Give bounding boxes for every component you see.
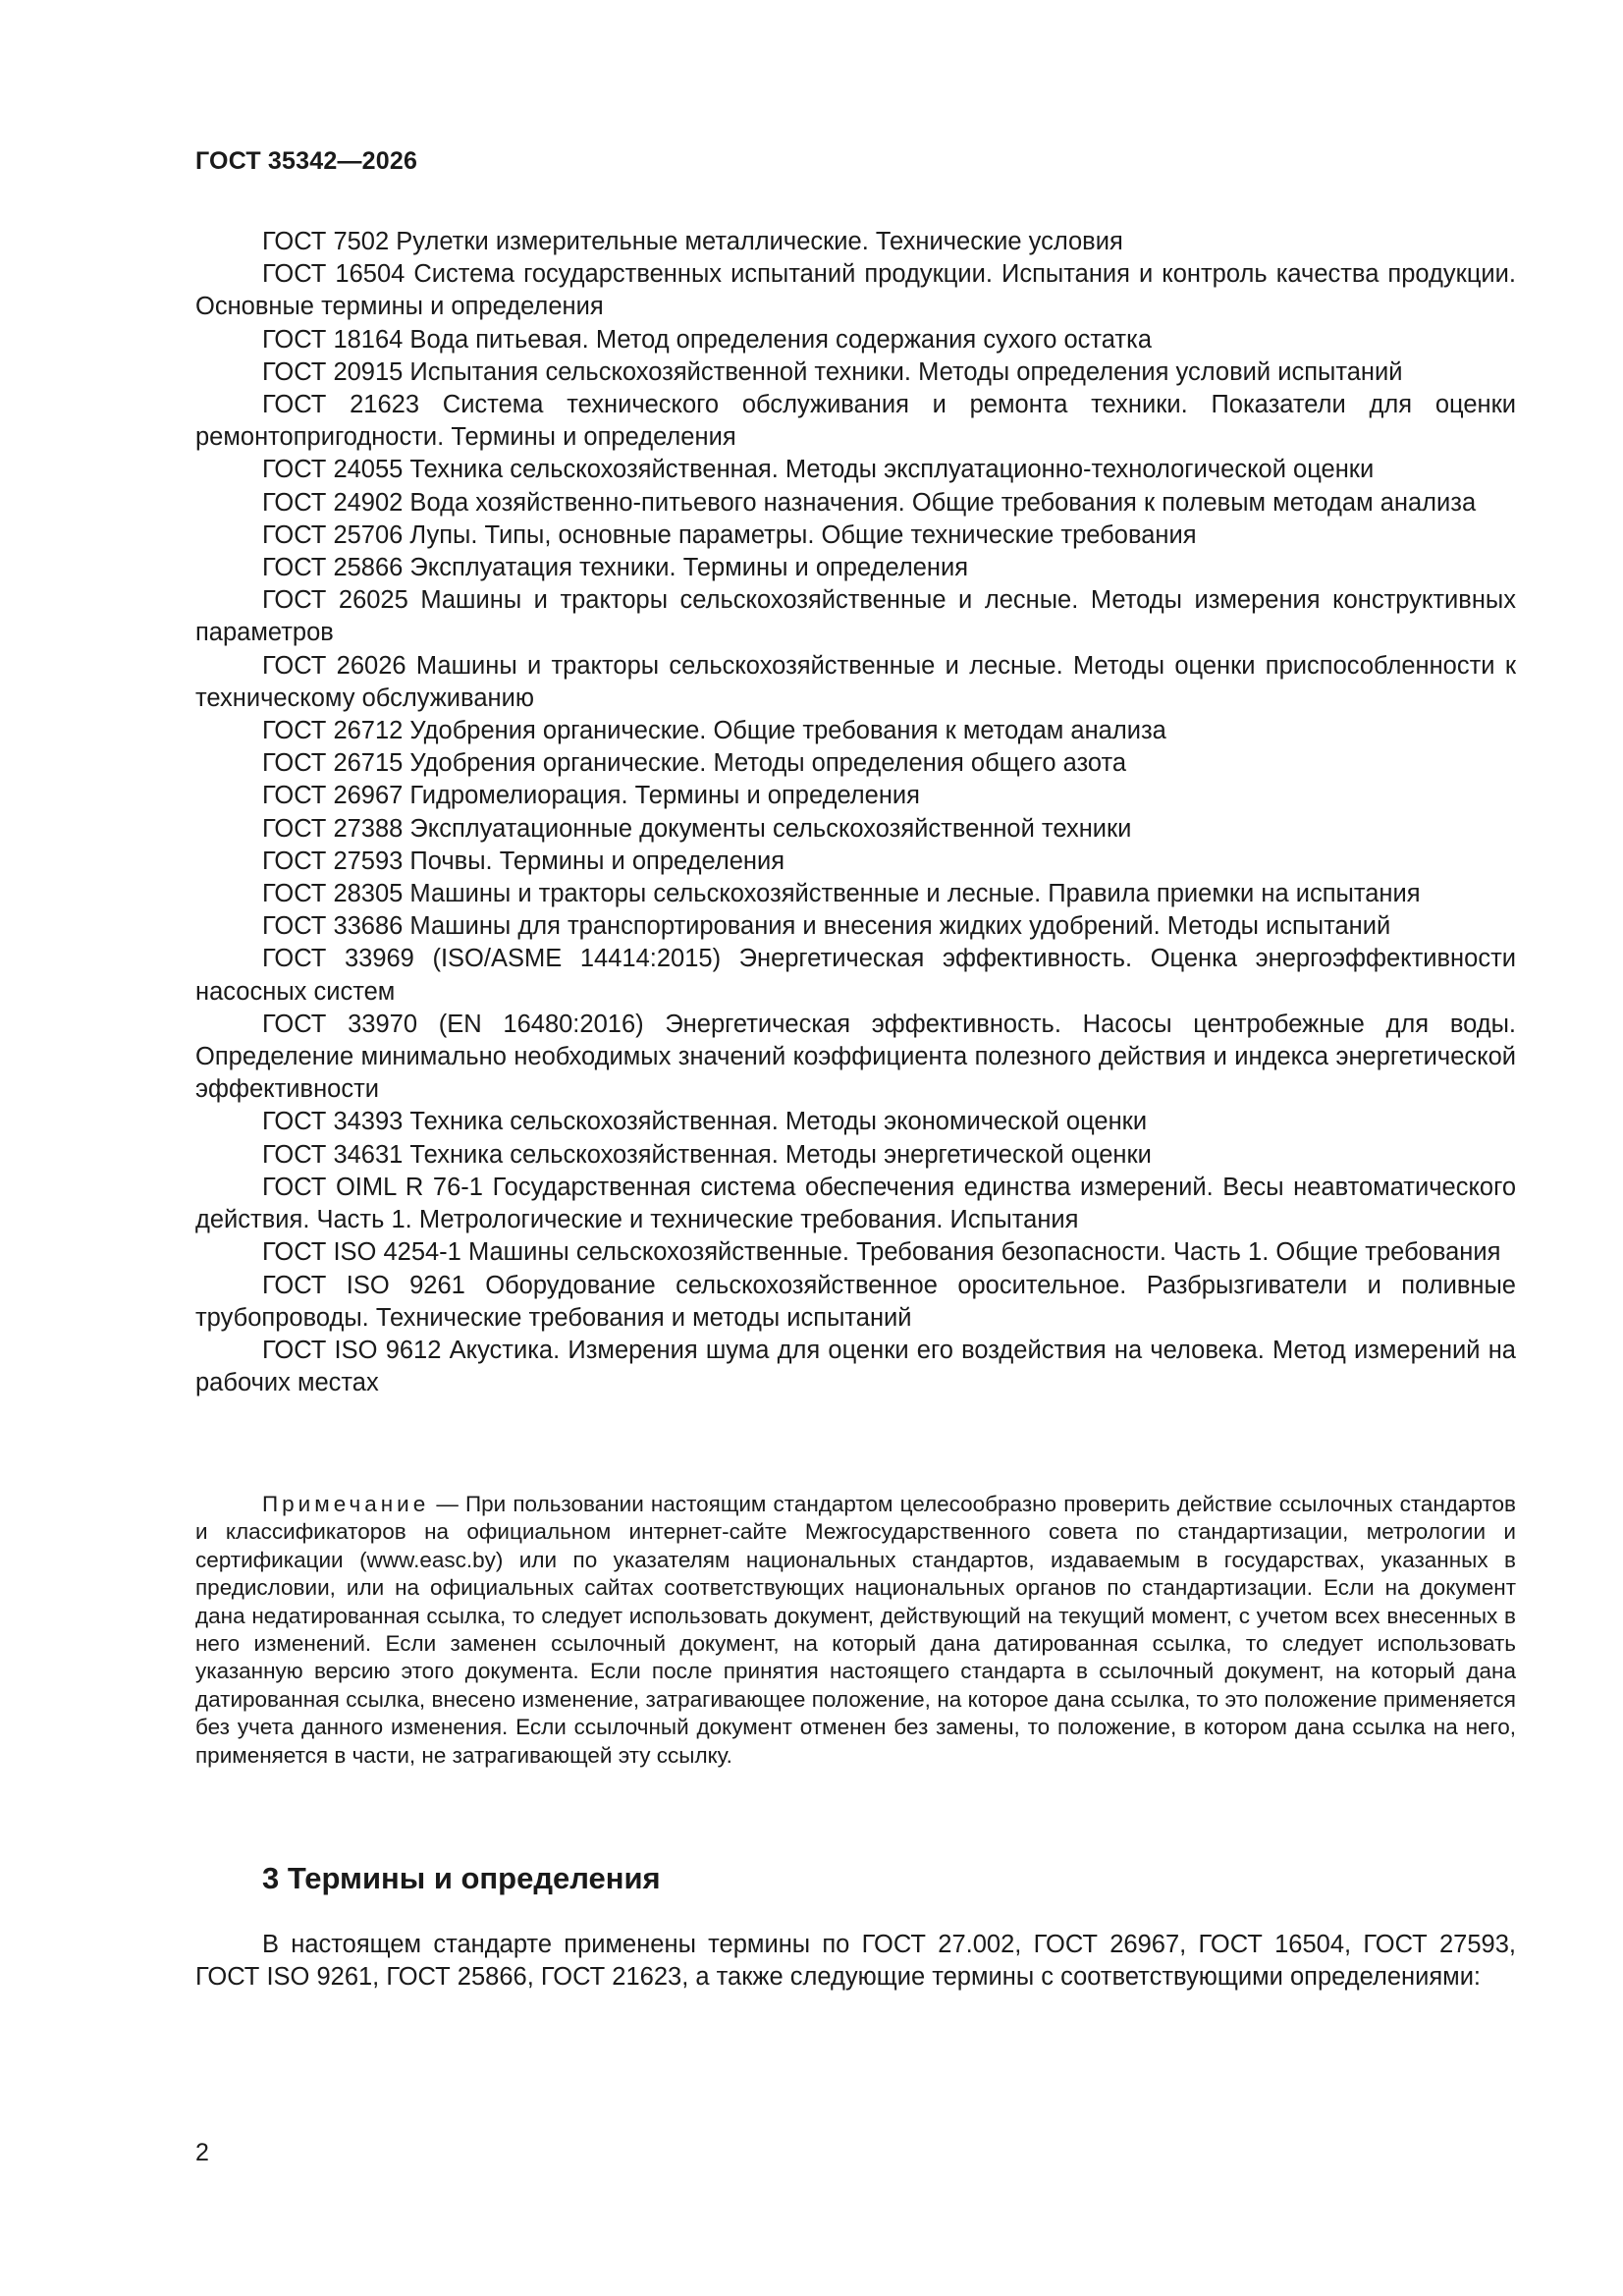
reference-item: ГОСТ 33686 Машины для транспортирования и внесения жидких удобрений. Методы испытаний [262,912,1391,941]
page-number: 2 [195,2139,209,2166]
note-text: — При пользовании настоящим стандартом целесообразно проверить действие ссылочных стандартов и классификаторов на официальном интернет-сайте Межгосударственного совета по стандартизации, метрологии и сертификации (www.easc.by) или по указателям национальных стандартов, издаваемым в государствах, указанных в предисловии, или на официальных сайтах соответствующих национальных органов по стандартизации. Если на документ дана недатированная ссылка, то следует использовать документ, действующий на текущий момент, с учетом всех внесенных в него изменений. Если заменен ссылочный документ, на который дана датированная ссылка, то следует использовать указанную версию этого документа. Если после принятия настоящего стандарта в ссылочный документ, на который дана датированная ссылка, внесено изменение, затрагивающее положение, на которое дана ссылка, то это положение применяется без учета данного изменения. Если ссылочный документ отменен без замены, то положение, в котором дана ссылка на него, применяется в части, не затрагивающей эту ссылку. [195,1492,1516,1768]
reference-item: ГОСТ 26715 Удобрения органические. Методы определения общего азота [262,749,1127,778]
reference-item: ГОСТ 24055 Техника сельскохозяйственная. Методы эксплуатационно-технологической оценки [262,456,1375,484]
section-intro: В настоящем стандарте применены термины по ГОСТ 27.002, ГОСТ 26967, ГОСТ 16504, ГОСТ 27593, ГОСТ ISO 9261, ГОСТ 25866, ГОСТ 21623, а также следующие термины с соответствующими определениями: [195,1931,1516,1992]
reference-item: ГОСТ ISO 9261 Оборудование сельскохозяйственное оросительное. Разбрызгиватели и поливные трубопроводы. Технические требования и методы испытаний [195,1271,1516,1332]
reference-item: ГОСТ 28305 Машины и тракторы сельскохозяйственные и лесные. Правила приемки на испытания [262,880,1421,908]
reference-item: ГОСТ ISO 9612 Акустика. Измерения шума для оценки его воздействия на человека. Метод измерений на рабочих местах [195,1336,1516,1397]
reference-item: ГОСТ 21623 Система технического обслуживания и ремонта техники. Показатели для оценки ремонтопригодности. Термины и определения [195,391,1516,452]
reference-item: ГОСТ 27388 Эксплуатационные документы сельскохозяйственной техники [262,814,1132,843]
reference-item: ГОСТ 33970 (EN 16480:2016) Энергетическая эффективность. Насосы центробежные для воды. Определение минимально необходимых значений коэффициента полезного действия и индекса энергетической эффективности [195,1010,1516,1104]
reference-item: ГОСТ 27593 Почвы. Термины и определения [262,847,785,875]
references-note [195,1491,1516,1770]
reference-item: ГОСТ 26967 Гидромелиорация. Термины и определения [262,782,920,810]
reference-item: ГОСТ 18164 Вода питьевая. Метод определения содержания сухого остатка [262,325,1152,354]
reference-item: ГОСТ 24902 Вода хозяйственно-питьевого назначения. Общие требования к полевым методам анализа [262,488,1477,517]
reference-item: ГОСТ ISO 4254-1 Машины сельскохозяйственные. Требования безопасности. Часть 1. Общие требования [262,1238,1501,1267]
reference-item: ГОСТ OIML R 76-1 Государственная система обеспечения единства измерений. Весы неавтоматического действия. Часть 1. Метрологические и технические требования. Испытания [195,1173,1516,1234]
reference-item: ГОСТ 34631 Техника сельскохозяйственная. Методы энергетической оценки [262,1140,1152,1169]
reference-item: ГОСТ 26712 Удобрения органические. Общие требования к методам анализа [262,717,1166,745]
document-header: ГОСТ 35342—2026 [195,147,418,175]
reference-item: ГОСТ 7502 Рулетки измерительные металлические. Технические условия [262,228,1123,255]
reference-item: ГОСТ 33969 (ISO/ASME 14414:2015) Энергетическая эффективность. Оценка энергоэффективности насосных систем [195,945,1516,1006]
reference-item: ГОСТ 26025 Машины и тракторы сельскохозяйственные и лесные. Методы измерения конструктивных параметров [195,586,1516,647]
reference-item: ГОСТ 16504 Система государственных испытаний продукции. Испытания и контроль качества продукции. Основные термины и определения [195,260,1516,321]
reference-item: ГОСТ 20915 Испытания сельскохозяйственной техники. Методы определения условий испытаний [262,357,1403,386]
reference-item: ГОСТ 25866 Эксплуатация техники. Термины и определения [262,554,969,582]
note-label: Примечание [262,1492,430,1516]
reference-item: ГОСТ 26026 Машины и тракторы сельскохозяйственные и лесные. Методы оценки приспособленности к техническому обслуживанию [195,651,1516,712]
section-title: 3 Термины и определения [262,1861,661,1895]
normative-references-list [195,226,1516,1399]
reference-item: ГОСТ 34393 Техника сельскохозяйственная. Методы экономической оценки [262,1108,1148,1136]
reference-item: ГОСТ 25706 Лупы. Типы, основные параметры. Общие технические требования [262,520,1197,549]
